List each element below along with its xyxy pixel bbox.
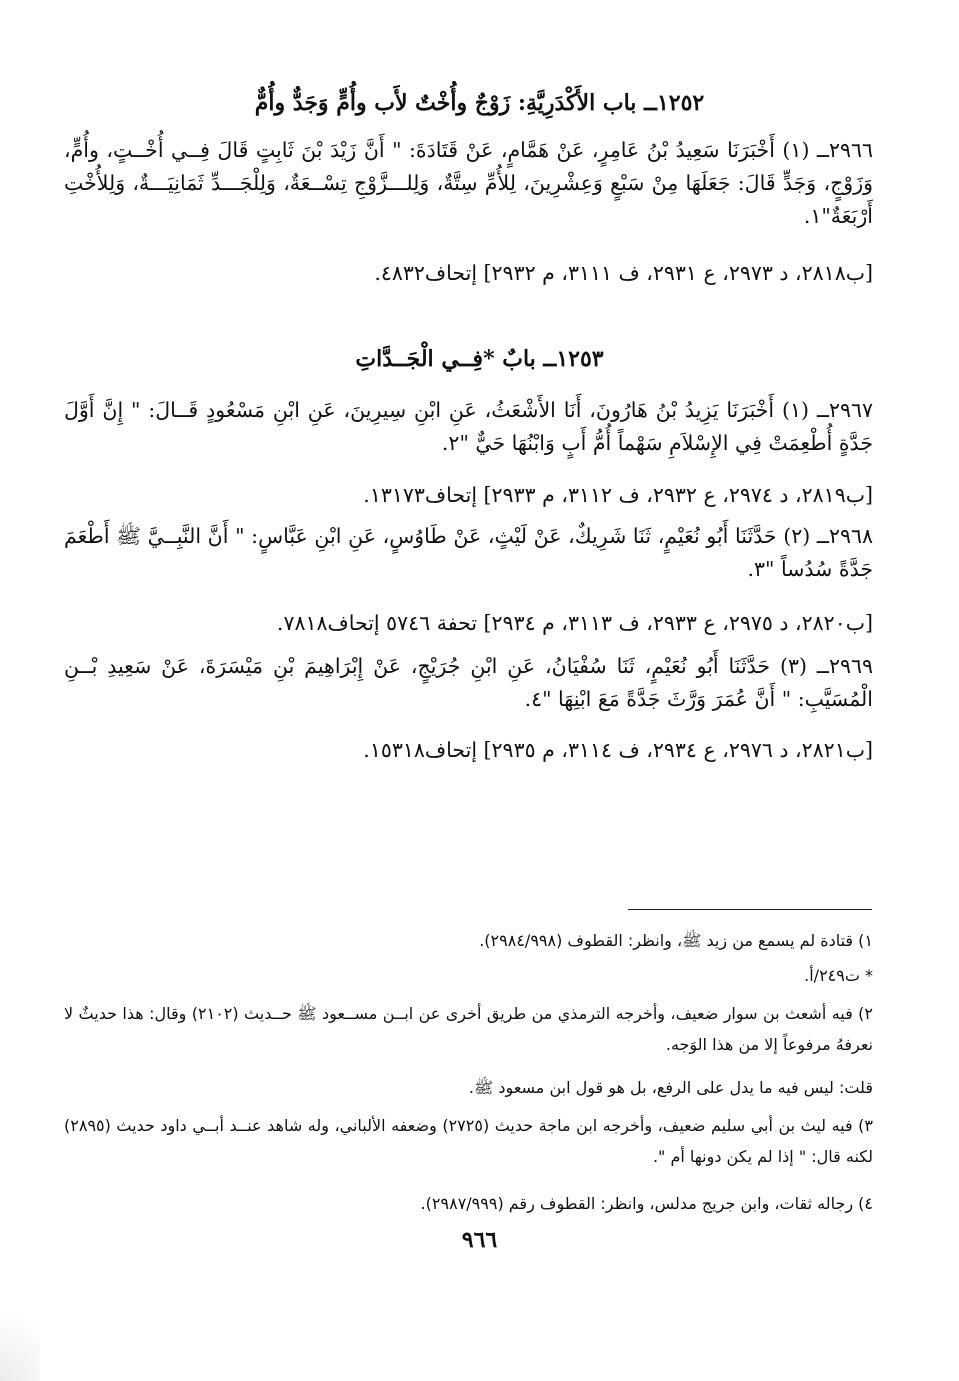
scan-edge-shadow xyxy=(0,1290,40,1381)
hadith-2968: ٢٩٦٨ــ (٢) حَدَّثَنَا أَبُو نُعَيْمٍ، ثَنَا شَرِيكٌ، عَنْ لَيْثٍ، عَنْ طَاوُسٍ، عَنِ ابْنِ عَبَّاسٍ: " أَنَّ النَّبِــيَّ ﷺ أَطْعَمَ جَدَّةً سُدُساً "٣. xyxy=(64,524,873,581)
footnote-1: ١) قتادة لم يسمع من زيد ﷺ، وانظر: القطوف (٢٩٨٤/٩٩٨). xyxy=(479,931,873,950)
hadith-2969: ٢٩٦٩ــ (٣) حَدَّثَنَا أَبُو نُعَيْمٍ، ثَنَا سُفْيَانُ، عَنِ ابْنِ جُرَيْجٍ، عَنْ إِبْرَاهِيمَ بْنِ مَيْسَرَةَ، عَنْ سَعِيدِ بْــنِ الْمُسَيَّبِ: " أَنَّ عُمَرَ وَرَّثَ جَدَّةً مَعَ ابْنِهَا "٤. xyxy=(64,654,873,711)
footnote-2-note: قلت: ليس فيه ما يدل على الرفع، بل هو قول ابن مسعود ﷺ. xyxy=(468,1078,873,1097)
footnote-separator xyxy=(628,909,872,910)
page-number: ٩٦٦ xyxy=(461,1227,498,1253)
footnote-star: * ت٢٤٩/أ. xyxy=(804,966,873,985)
reference-2967: [ب٢٨١٩، د ٢٩٧٤، ع ٢٩٣٢، ف ٣١١٢، م ٢٩٣٣] إتحاف١٣١٧٣. xyxy=(363,483,873,507)
hadith-2967: ٢٩٦٧ــ (١) أَخْبَرَنَا يَزِيدُ بْنُ هَارُونَ، أَنَا الأَشْعَثُ، عَنِ ابْنِ سِيرِينَ، عَنِ ابْنِ مَسْعُودٍ قَــالَ: " إِنَّ أَوَّلَ جَدَّةٍ أُطْعِمَتْ فِي الإِسْلاَمِ سَهْماً أُمُّ أَبٍ وَابْنُهَا حَيٌّ "٢. xyxy=(64,398,874,455)
footnote-2: ٢) فيه أشعث بن سوار ضعيف، وأخرجه الترمذي من طريق أخرى عن ابــن مســعود ﷺ حــديث (٢١٠٢) وقال: هذا حديثٌ لا نعرفهُ مرفوعاً إلا من هذا الوَجه. xyxy=(64,1004,873,1054)
chapter-heading-1252: ١٢٥٢ــ باب الأَكْدَرِيَّةِ: زَوْجٌ وأُخْتٌ لأَب وأُمٍّ وَجَدٌّ وأُمٌّ xyxy=(254,90,705,116)
footnote-4: ٤) رجاله ثقات، وابن جريج مدلس، وانظر: القطوف رقم (٢٩٨٧/٩٩٩). xyxy=(420,1194,873,1213)
reference-2969: [ب٢٨٢١، د ٢٩٧٦، ع ٢٩٣٤، ف ٣١١٤، م ٢٩٣٥] إتحاف١٥٣١٨. xyxy=(363,738,873,762)
footnote-3: ٣) فيه ليث بن أبي سليم ضعيف، وأخرجه ابن ماجة حديث (٢٧٢٥) وضعفه الألباني، وله شاهد عنــد أبــي داود حديث (٢٨٩٥) لكنه قال: " إذا لم يكن دونها أم ". xyxy=(64,1116,873,1166)
reference-2968: [ب٢٨٢٠، د ٢٩٧٥، ع ٢٩٣٣، ف ٣١١٣، م ٢٩٣٤] تحفة ٥٧٤٦ إتحاف٧٨١٨. xyxy=(276,611,873,635)
hadith-2966: ٢٩٦٦ــ (١) أَخْبَرَنَا سَعِيدُ بْنُ عَامِرٍ، عَنْ هَمَّامٍ، عَنْ قَتَادَةَ: " أَنَّ زَيْدَ بْنَ ثَابِتٍ قَالَ فِــي أُخْــتٍ، وأُمٍّ، وَزَوْجٍ، وَجَدٍّ قَالَ: جَعَلَهَا مِنْ سَبْعٍ وَعِشْرِينَ، لِلأُمِّ سِتَّةٌ، وَلِلـــزَّوْجِ تِسْــعَةٌ، وَلِلْجَـــدِّ ثَمَانِيَـــةٌ، وَلِلأُخْتِ أَرْبَعَةٌ"١. xyxy=(64,138,873,228)
reference-2966: [ب٢٨١٨، د ٢٩٧٣، ع ٢٩٣١، ف ٣١١١، م ٢٩٣٢] إتحاف٤٨٣٢. xyxy=(374,261,873,285)
chapter-heading-1253: ١٢٥٣ــ بابٌ *فِــي الْجَــدَّاتِ xyxy=(355,346,604,372)
